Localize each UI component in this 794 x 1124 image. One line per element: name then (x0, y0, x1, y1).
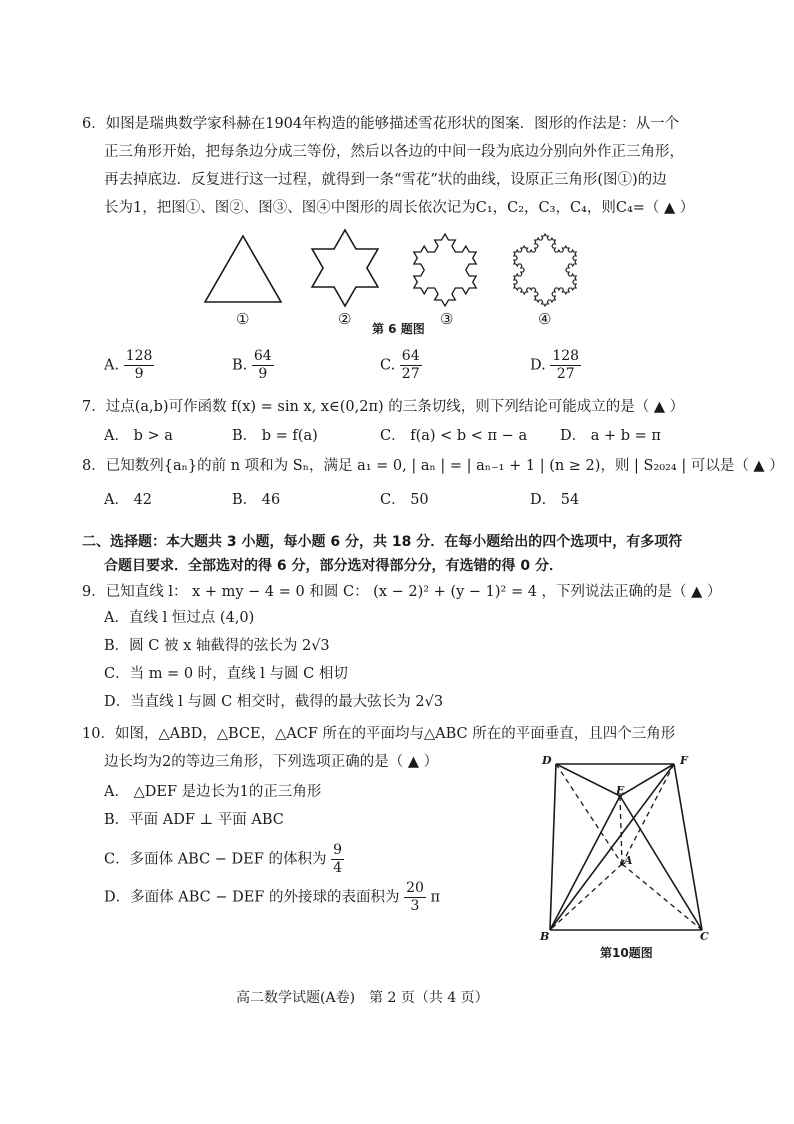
label-A: A (624, 854, 633, 867)
page-footer: 高二数学试题(A卷) 第 2 页（共 4 页） (236, 990, 489, 1006)
q6-option-d[interactable] (530, 348, 581, 383)
label-B: B (540, 930, 550, 942)
option-fraction: $\frac{128}{9}$ (125, 348, 153, 382)
edge-BF (550, 764, 674, 930)
edge-AB (550, 864, 622, 930)
label-E: E (616, 784, 625, 797)
q6-option-c[interactable] (380, 348, 422, 383)
option-letter: C. (380, 357, 396, 374)
option-fraction: $\frac{9}{4}$ (333, 842, 342, 876)
q8-option-c[interactable]: C． 50 (380, 492, 429, 508)
q6-figure-caption: 第 6 题图 (372, 322, 425, 336)
edge-EB (550, 796, 620, 930)
q6-line-2: 正三角形开始，把每条边分成三等份，然后以各边的中间一段为底边分别向外作正三角形， (104, 144, 684, 160)
q8-option-b[interactable]: B． 46 (232, 492, 281, 508)
q7-option-b[interactable]: B． b = f(a) (232, 428, 318, 444)
q6-option-b[interactable] (232, 348, 274, 383)
option-fraction: $\frac{64}{27}$ (401, 348, 420, 382)
q9-option-a[interactable]: A．直线 l 恒过点 (4,0) (104, 610, 255, 626)
edge-DE (556, 764, 620, 796)
q7-option-c[interactable]: C． f(a) < b < π − a (380, 428, 528, 444)
q7-stem: 7．过点(a,b)可作函数 f(x) = sin x, x∈(0,2π) 的三条切线，则下列结论可能成立的是（ ▲ ） (82, 399, 685, 415)
q7-option-a[interactable]: A． b > a (104, 428, 173, 444)
q6-line-4: 长为1，把图①、图②、图③、图④中图形的周长依次记为C₁，C₂，C₃，C₄，则C₄=（ ▲ ） (104, 200, 695, 216)
pi-symbol: π (430, 889, 441, 906)
q10-line-2: 边长均为2的等边三角形，下列选项正确的是（ ▲ ） (104, 754, 439, 770)
q10-line-1: 10．如图，△ABD，△BCE，△ACF 所在的平面均与△ABC 所在的平面垂直，且四个三角形 (82, 726, 676, 742)
figure-label-4: ④ (538, 310, 552, 328)
q6-option-a[interactable] (104, 348, 154, 383)
edge-AC (622, 864, 702, 930)
q6-line-3: 再去掉底边．反复进行这一过程，就得到一条“雪花”状的曲线，设原正三角形(图①)的边 (104, 172, 667, 188)
q10-option-b[interactable]: B．平面 ADF ⊥ 平面 ABC (104, 812, 284, 828)
edge-EA (620, 796, 622, 864)
q10-figure-caption: 第10题图 (600, 946, 653, 960)
option-letter: D. (530, 357, 546, 374)
q9-stem: 9．已知直线 l： x + my − 4 = 0 和圆 C： (x − 2)² + (y − 1)² = 4 ，下列说法正确的是（ ▲ ） (82, 584, 722, 600)
option-letter: B. (232, 357, 248, 374)
q8-option-d[interactable]: D． 54 (530, 492, 580, 508)
q9-option-c[interactable]: C．当 m = 0 时，直线 l 与圆 C 相切 (104, 666, 348, 682)
label-C: C (700, 930, 709, 942)
option-fraction: $\frac{128}{27}$ (552, 348, 580, 382)
option-text: C．多面体 ABC − DEF 的体积为 (104, 851, 327, 868)
option-text: D．多面体 ABC − DEF 的外接球的表面积为 (104, 889, 400, 906)
figure-label-2: ② (338, 310, 352, 328)
label-D: D (542, 754, 552, 767)
q7-option-d[interactable]: D． a + b = π (560, 428, 661, 444)
q10-option-d[interactable] (104, 880, 440, 915)
q8-option-a[interactable]: A． 42 (104, 492, 153, 508)
koch-iteration-2 (312, 230, 378, 306)
section-2-header-line-2: 合题目要求．全部选对的得 6 分，部分选对得部分分，有选错的得 0 分． (104, 558, 563, 574)
q8-stem: 8．已知数列{aₙ}的前 n 项和为 Sₙ，满足 a₁ = 0, | aₙ | = | aₙ₋₁ + 1 | (n ≥ 2)，则 | S₂₀₂₄ | 可以是（ ▲ ） (82, 458, 784, 474)
edge-FC (674, 764, 702, 930)
option-letter: A. (104, 357, 120, 374)
option-fraction: $\frac{64}{9}$ (253, 348, 272, 382)
koch-iteration-1 (205, 236, 281, 302)
q9-option-b[interactable]: B．圆 C 被 x 轴截得的弦长为 2√3 (104, 638, 330, 654)
koch-iteration-4 (514, 234, 576, 306)
koch-iteration-3 (414, 234, 476, 306)
edge-EF (620, 764, 674, 796)
q10-figure (536, 752, 716, 942)
figure-label-1: ① (236, 310, 250, 328)
label-F: F (680, 754, 688, 767)
edge-DA (556, 764, 622, 864)
q10-option-c[interactable] (104, 842, 344, 877)
q10-option-a[interactable]: A． △DEF 是边长为1的正三角形 (104, 784, 322, 800)
option-fraction: $\frac{20}{3}$ (406, 880, 424, 914)
q6-line-1: 6．如图是瑞典数学家科赫在1904年构造的能够描述雪花形状的图案．图形的作法是：从一个 (82, 116, 680, 132)
figure-label-3: ③ (440, 310, 454, 328)
section-2-header-line-1: 二、选择题：本大题共 3 小题，每小题 6 分，共 18 分．在每小题给出的四个选项中，有多项符 (82, 534, 683, 550)
q9-option-d[interactable]: D．当直线 l 与圆 C 相交时，截得的最大弦长为 2√3 (104, 694, 444, 710)
edge-DB (550, 764, 556, 930)
q6-figure (195, 228, 595, 308)
